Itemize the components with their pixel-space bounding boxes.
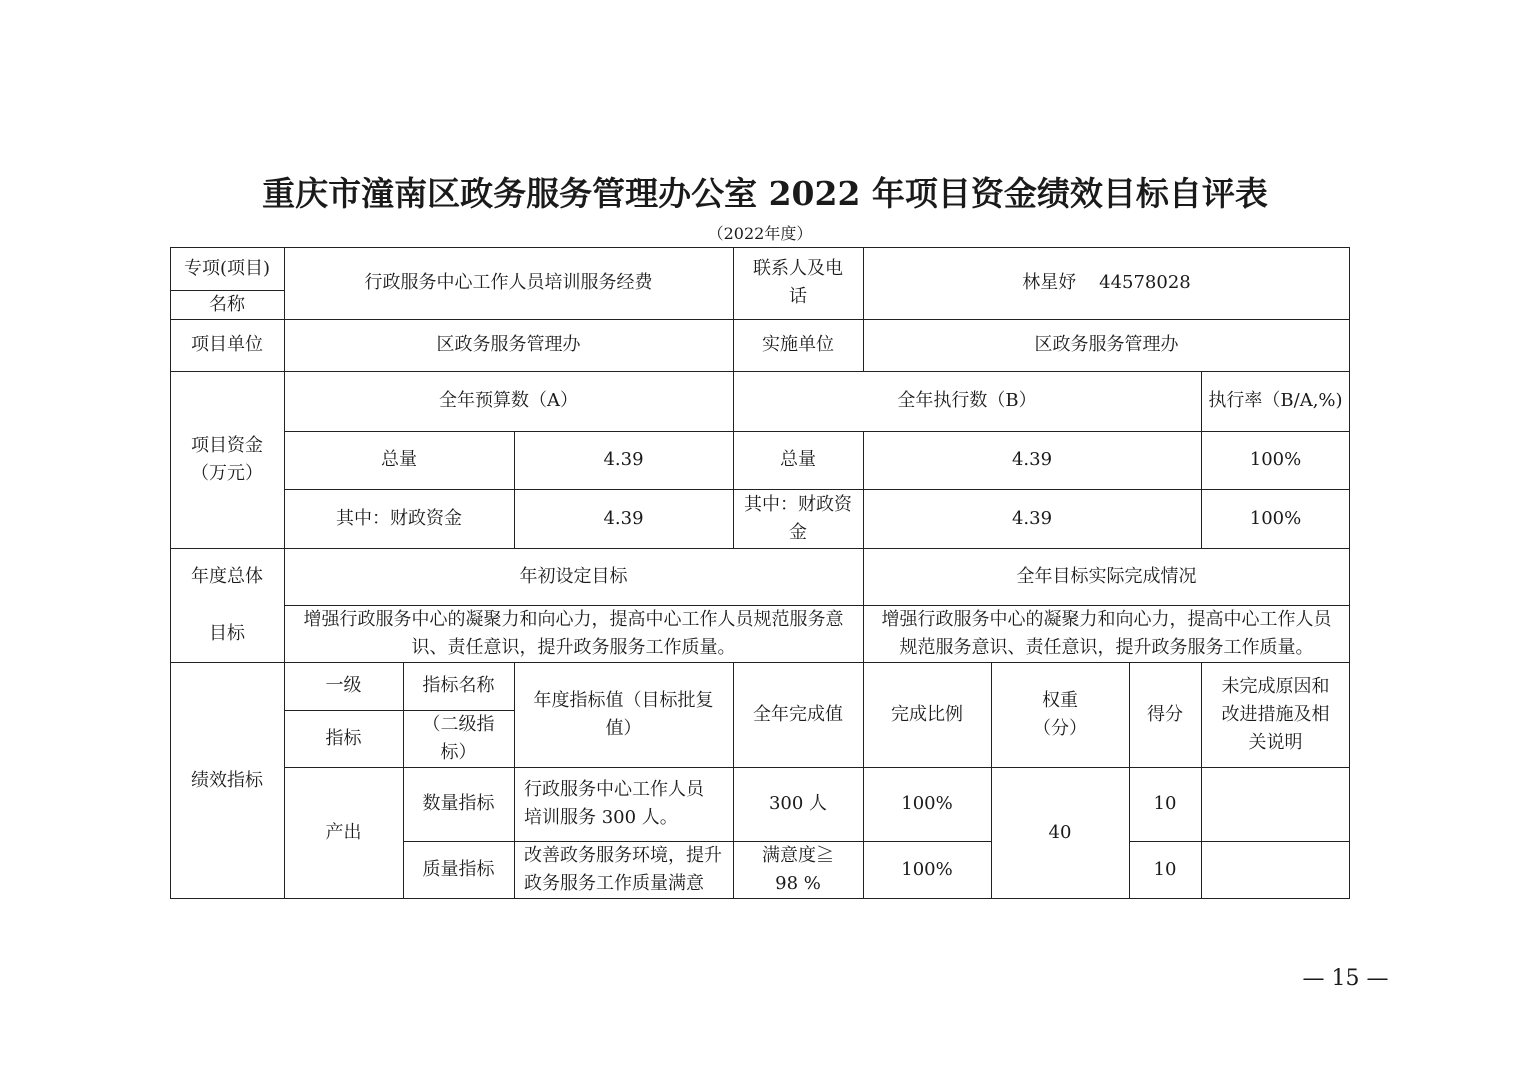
grid-line <box>284 605 1350 606</box>
row-actual: 满意度≧ 98 % <box>762 845 834 894</box>
initial-goal-header: 年初设定目标 <box>519 565 628 587</box>
grid-line <box>170 898 1350 899</box>
grid-line <box>170 319 1350 320</box>
project-name: 行政服务中心工作人员培训服务经费 <box>364 272 653 293</box>
level1-top: 一级 <box>325 675 362 696</box>
total-label-a: 总量 <box>381 449 417 470</box>
initial-goal-text: 增强行政服务中心的凝聚力和向心力，提高中心工作人员规范服务意 识、责任意识，提升政务服务工作质量。 <box>303 608 844 658</box>
grid-line <box>863 548 864 662</box>
grid-line <box>991 662 992 899</box>
rate-header: 执行率（B/A,%) <box>1208 390 1343 411</box>
grid-line <box>170 371 1350 372</box>
grid-line <box>1349 247 1350 899</box>
row-actual: 300 人 <box>768 793 828 814</box>
grid-line <box>514 431 515 548</box>
grid-line <box>863 247 864 371</box>
actual-goal-header: 全年目标实际完成情况 <box>1016 565 1197 587</box>
total-rate: 100% <box>1249 449 1302 470</box>
annual-label: 年度总体 <box>191 565 263 587</box>
reason-header: 未完成原因和 改进措施及相 关说明 <box>1221 675 1330 753</box>
grid-line <box>284 710 514 711</box>
weight-header: 权重 （分） <box>1033 689 1087 739</box>
grid-line <box>733 662 734 899</box>
total-label-b: 总量 <box>780 449 816 470</box>
grid-line <box>1201 662 1202 899</box>
budget-header: 全年预算数（A） <box>439 390 578 411</box>
actual-goal-text: 增强行政服务中心的凝聚力和向心力，提高中心工作人员 规范服务意识、责任意识，提升政务服务工作质量。 <box>881 608 1332 658</box>
row-score: 10 <box>1153 793 1177 814</box>
row-reason <box>1201 841 1350 899</box>
evaluation-table <box>170 247 1350 899</box>
grid-line <box>170 290 284 291</box>
fiscal-value-a: 4.39 <box>603 507 644 529</box>
row-ratio: 100% <box>901 793 953 814</box>
grid-line <box>403 841 991 842</box>
year-note: （2022年度） <box>707 224 813 243</box>
perf-label: 绩效指标 <box>191 769 263 791</box>
unit-value: 区政务服务管理办 <box>436 334 581 355</box>
grid-line <box>284 247 285 899</box>
grid-line <box>863 662 864 899</box>
project-label-top: 专项(项目) <box>183 257 271 279</box>
fiscal-value-b: 4.39 <box>1011 507 1053 529</box>
document-title: 重庆市潼南区政务服务管理办公室 2022 年项目资金绩效目标自评表 <box>262 174 1268 213</box>
grid-line <box>733 247 734 548</box>
funds-label: 项目资金 （万元） <box>191 434 263 484</box>
grid-line <box>863 431 864 548</box>
total-value-b: 4.39 <box>1011 449 1053 470</box>
total-value-a: 4.39 <box>603 449 644 470</box>
output-weight: 40 <box>1048 822 1072 843</box>
page-number: — 15 — <box>1302 966 1389 991</box>
full-value-header: 全年完成值 <box>753 703 843 725</box>
annual-value-header: 年度指标值（目标批复 值） <box>533 689 714 739</box>
level1-bottom: 指标 <box>325 727 362 749</box>
fiscal-rate: 100% <box>1249 507 1302 529</box>
grid-line <box>170 662 1350 663</box>
row-target: 改善政务服务环境，提升 政务服务工作质量满意 <box>524 845 722 894</box>
grid-line <box>1129 841 1350 842</box>
name-bottom: （二级指 标） <box>422 713 495 763</box>
grid-line <box>403 662 404 899</box>
impl-label: 实施单位 <box>762 334 834 355</box>
exec-header: 全年执行数（B） <box>897 390 1037 411</box>
row-target: 行政服务中心工作人员 培训服务 300 人。 <box>524 779 704 828</box>
ratio-header: 完成比例 <box>891 703 963 725</box>
row-score: 10 <box>1153 859 1177 880</box>
unit-label: 项目单位 <box>191 334 263 355</box>
contact-value: 林星妤 44578028 <box>1022 272 1191 293</box>
fiscal-label-b: 其中：财政资 金 <box>744 493 852 543</box>
project-label-bottom: 名称 <box>209 293 245 315</box>
contact-label: 联系人及电 话 <box>753 258 843 307</box>
grid-line <box>284 767 1350 768</box>
grid-line <box>170 247 1350 248</box>
grid-line <box>514 662 515 899</box>
row-reason <box>1201 767 1350 841</box>
grid-line <box>284 431 1350 432</box>
output-label: 产出 <box>325 822 362 843</box>
score-header: 得分 <box>1147 703 1183 725</box>
goal-label: 目标 <box>209 622 245 644</box>
row-name: 质量指标 <box>422 859 495 880</box>
row-name: 数量指标 <box>422 793 495 814</box>
fiscal-label-a: 其中：财政资金 <box>336 507 462 529</box>
grid-line <box>1129 662 1130 899</box>
grid-line <box>284 489 1350 490</box>
grid-line <box>170 548 1350 549</box>
grid-line <box>170 247 171 899</box>
grid-line <box>1201 371 1202 548</box>
impl-value: 区政务服务管理办 <box>1034 334 1179 355</box>
name-top: 指标名称 <box>422 675 495 696</box>
row-ratio: 100% <box>901 859 953 880</box>
